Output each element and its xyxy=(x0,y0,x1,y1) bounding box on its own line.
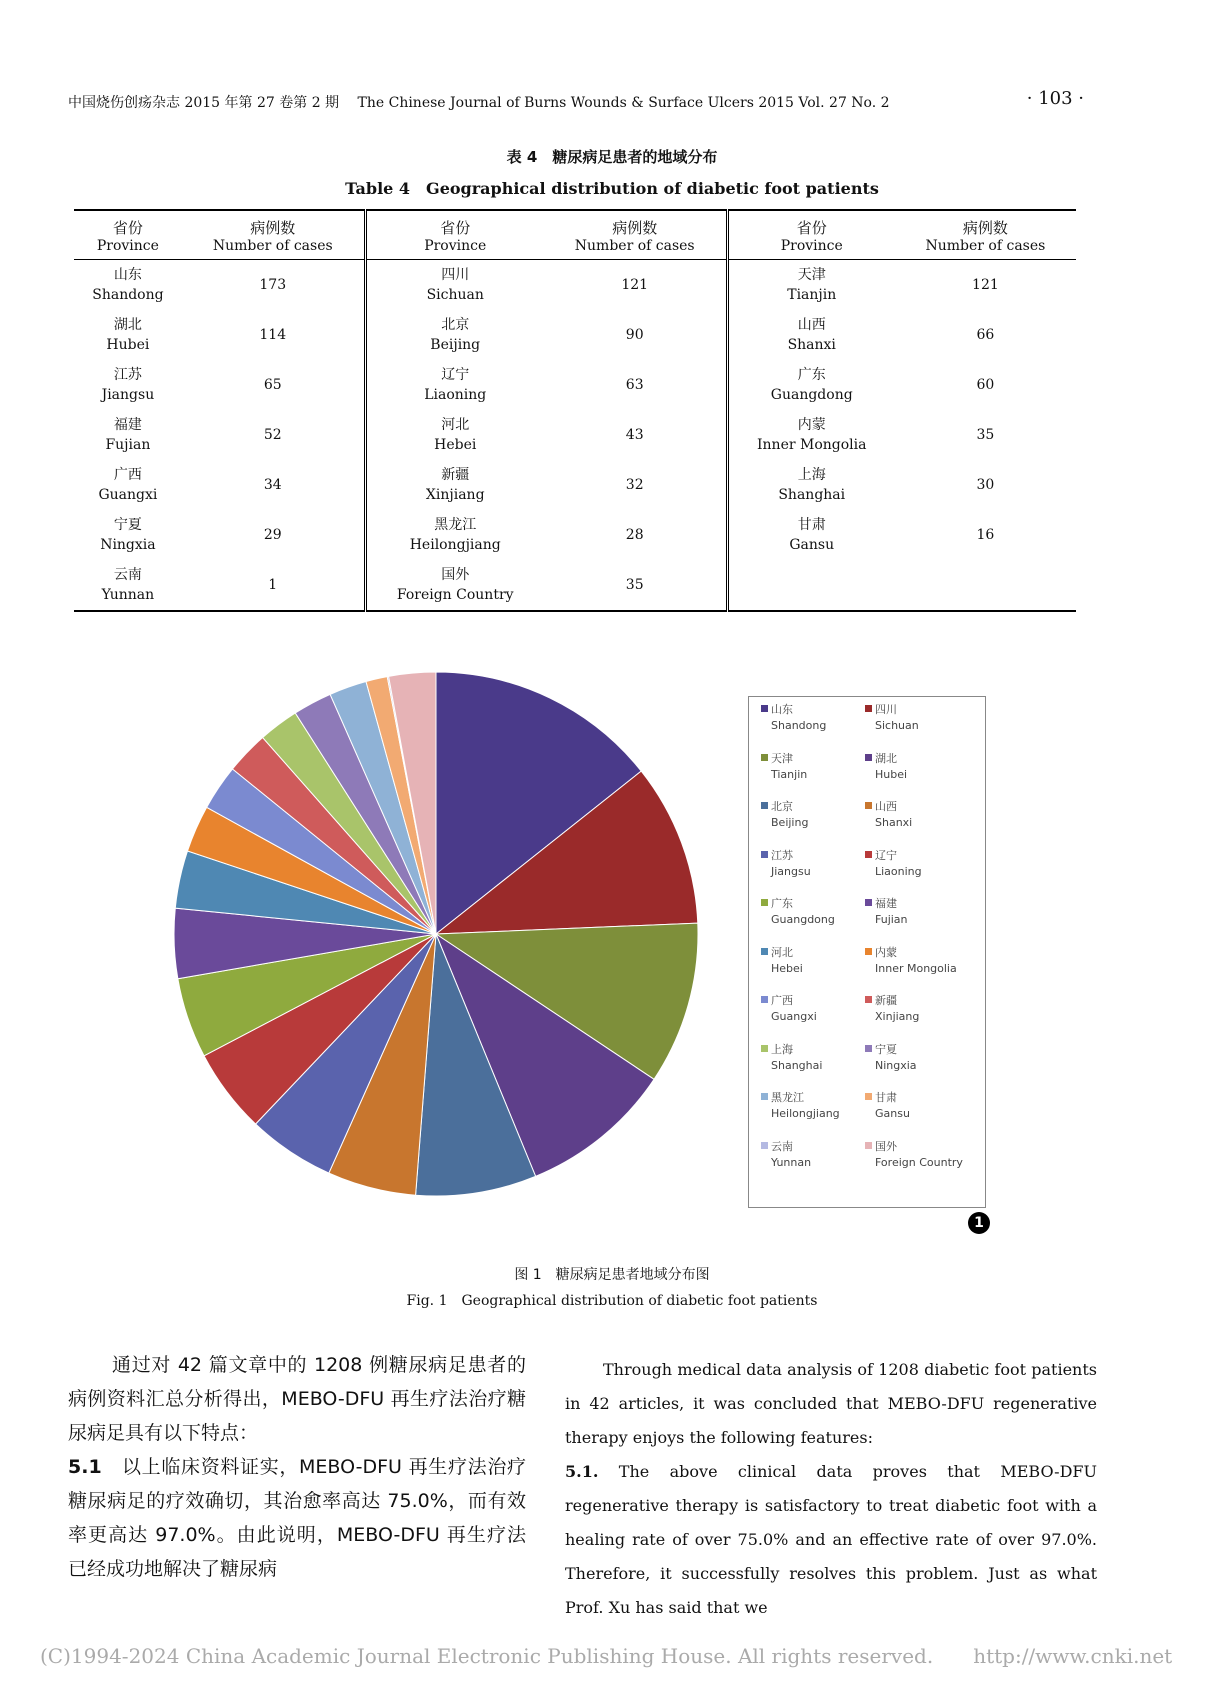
legend-swatch xyxy=(761,851,768,858)
legend-swatch xyxy=(865,851,872,858)
legend-item xyxy=(761,993,817,1025)
legend-label-en: Xinjiang xyxy=(875,1010,920,1023)
legend-swatch xyxy=(865,754,872,761)
legend-swatch xyxy=(865,899,872,906)
province-cell: 国外 Foreign Country xyxy=(365,560,544,611)
province-cell: 辽宁 Liaoning xyxy=(424,367,487,403)
legend-label-en: Guangxi xyxy=(771,1010,817,1023)
cases-cell: 121 xyxy=(972,277,999,293)
legend-label-en: Heilongjiang xyxy=(771,1107,840,1120)
figure-caption-en: Fig. 1 Geographical distribution of diabetic foot patients xyxy=(406,1293,818,1309)
table-row xyxy=(74,560,1076,611)
legend-label-cn: 宁夏 xyxy=(875,1042,897,1056)
cases-cell: 60 xyxy=(976,377,995,393)
cases-cell: 65 xyxy=(182,360,365,410)
legend-label-en: Foreign Country xyxy=(875,1155,963,1169)
province-cell xyxy=(727,560,895,611)
legend-swatch xyxy=(865,996,872,1003)
legend-swatch xyxy=(865,705,872,712)
legend-item xyxy=(761,1090,840,1122)
province-cell: 福建 Fujian xyxy=(105,417,151,453)
legend-label-en: Guangdong xyxy=(771,913,835,926)
province-cell: 宁夏 Ningxia xyxy=(100,517,156,553)
table-header-row xyxy=(74,210,1076,260)
col-cases: 病例数 Number of cases xyxy=(182,210,365,260)
legend-swatch xyxy=(761,1045,768,1052)
legend-swatch xyxy=(865,1045,872,1052)
legend-swatch xyxy=(761,899,768,906)
legend-label-cn: 福建 xyxy=(875,897,897,910)
legend-label-cn: 北京 xyxy=(771,800,793,813)
cases-cell: 34 xyxy=(182,460,365,510)
legend-label-en: Hubei xyxy=(875,767,908,781)
legend-item xyxy=(761,751,807,783)
legend-label-cn: 辽宁 xyxy=(875,848,897,862)
legend-label-cn: 山东 xyxy=(771,703,793,716)
legend-item xyxy=(865,799,912,831)
province-cell: 湖北 Hubei xyxy=(106,317,150,353)
province-cell: 新疆 Xinjiang xyxy=(425,467,485,503)
province-cell: 广西 Guangxi xyxy=(98,467,158,503)
paragraph xyxy=(68,1450,526,1586)
legend-item xyxy=(761,848,811,880)
cases-cell: 35 xyxy=(976,427,995,443)
province-cell: 山西 Shanxi xyxy=(787,317,836,353)
legend-label-en: Sichuan xyxy=(875,719,919,732)
legend-swatch xyxy=(761,802,768,809)
legend-swatch xyxy=(761,996,768,1003)
legend-label-cn: 广东 xyxy=(771,897,793,910)
cases-cell: 29 xyxy=(182,510,365,560)
legend-label-cn: 湖北 xyxy=(875,751,897,765)
legend-label-en: Yunnan xyxy=(771,1155,812,1169)
col-province: 省份 Province xyxy=(365,210,544,260)
col-province: 省份 Province xyxy=(727,210,895,260)
paragraph-text: The above clinical data proves that MEBO-DFU regenerative therapy is satisfactory to treat diabetic foot with a healing rate of over 75.0% and an effective rate of over 97.0%. Therefore, it successfully resolves this problem. Just as what Prof. Xu has said that we xyxy=(565,1462,1098,1617)
legend-label-cn: 上海 xyxy=(771,1042,793,1056)
legend-swatch xyxy=(761,948,768,955)
table-row xyxy=(74,410,1076,460)
cases-cell: 28 xyxy=(544,510,727,560)
province-cell: 云南 Yunnan xyxy=(74,560,182,611)
legend-item xyxy=(761,702,826,734)
body-text-en xyxy=(565,1353,1097,1625)
cases-cell: 35 xyxy=(544,560,727,611)
legend-label-cn: 山西 xyxy=(875,800,897,813)
cases-cell: 173 xyxy=(182,260,365,311)
legend-item xyxy=(865,702,919,734)
legend-label-en: Gansu xyxy=(875,1107,910,1120)
cases-cell: 90 xyxy=(544,310,727,360)
province-cell: 内蒙 Inner Mongolia xyxy=(757,417,867,453)
legend-label-cn: 云南 xyxy=(771,1139,793,1153)
province-cell: 北京 Beijing xyxy=(430,317,481,353)
legend-label-en: Shanghai xyxy=(771,1058,823,1072)
cases-cell xyxy=(895,560,1076,611)
paragraph xyxy=(565,1455,1097,1625)
legend-label-en: Hebei xyxy=(771,961,803,975)
cases-cell: 43 xyxy=(544,410,727,460)
legend-item xyxy=(865,945,957,977)
cases-cell: 66 xyxy=(976,327,995,343)
section-number: 5.1 xyxy=(68,1456,102,1478)
legend-item xyxy=(865,1090,910,1122)
pie-chart xyxy=(170,668,702,1200)
cases-cell: 114 xyxy=(182,310,365,360)
legend-swatch xyxy=(865,948,872,955)
legend-label-en: Shandong xyxy=(771,719,827,732)
journal-title-en: The Chinese Journal of Burns Wounds & Surface Ulcers 2015 Vol. 27 No. 2 xyxy=(357,95,890,111)
copyright-footer: (C)1994-2024 China Academic Journal Electronic Publishing House. All rights reserved. http://www.cnki.net xyxy=(40,1644,1173,1668)
legend-item xyxy=(761,799,808,831)
province-cell: 天津 Tianjin xyxy=(787,267,837,303)
cases-cell: 16 xyxy=(976,527,995,543)
legend-swatch xyxy=(865,802,872,809)
figure-caption-cn: 图 1 糖尿病足患者地域分布图 xyxy=(514,1267,710,1283)
legend-item xyxy=(761,1139,811,1171)
legend-label-en: Inner Mongolia xyxy=(875,961,957,975)
province-cell: 广东 Guangdong xyxy=(770,367,853,403)
table-row xyxy=(74,360,1076,410)
table-row xyxy=(74,310,1076,360)
legend-label-cn: 广西 xyxy=(771,994,793,1007)
legend-swatch xyxy=(865,1142,872,1149)
province-cell: 黑龙江 Heilongjiang xyxy=(409,517,501,553)
cases-cell: 32 xyxy=(544,460,727,510)
section-number: 5.1. xyxy=(565,1462,599,1481)
cases-cell: 63 xyxy=(544,360,727,410)
legend-item xyxy=(865,1139,963,1171)
running-header xyxy=(68,92,890,112)
legend-label-en: Liaoning xyxy=(875,864,922,878)
legend-item xyxy=(761,945,803,977)
legend-label-cn: 黑龙江 xyxy=(771,1091,804,1104)
legend-item xyxy=(761,896,835,928)
legend-label-cn: 江苏 xyxy=(771,848,793,862)
legend-label-en: Shanxi xyxy=(875,816,913,829)
paragraph: 通过对 42 篇文章中的 1208 例糖尿病足患者的病例资料汇总分析得出，MEBO-DFU 再生疗法治疗糖尿病足具有以下特点： xyxy=(68,1354,526,1444)
legend-label-cn: 四川 xyxy=(875,703,897,716)
legend-swatch xyxy=(761,1142,768,1149)
province-cell: 山东 Shandong xyxy=(92,267,164,303)
legend-item xyxy=(865,848,922,880)
table-title-en: Table 4 Geographical distribution of diabetic foot patients xyxy=(345,179,879,198)
province-cell: 江苏 Jiangsu xyxy=(101,367,155,403)
table-row xyxy=(74,460,1076,510)
legend-label-en: Ningxia xyxy=(875,1058,917,1072)
legend-label-en: Beijing xyxy=(771,816,809,829)
figure-marker: 1 xyxy=(968,1212,990,1234)
cases-cell: 52 xyxy=(182,410,365,460)
legend-swatch xyxy=(761,1093,768,1100)
table-row xyxy=(74,510,1076,560)
legend-label-cn: 甘肃 xyxy=(875,1091,897,1104)
legend-label-en: Fujian xyxy=(875,913,908,926)
province-cell: 四川 Sichuan xyxy=(426,267,484,303)
legend-label-en: Jiangsu xyxy=(771,864,811,878)
legend-item xyxy=(865,1042,917,1074)
province-cell: 上海 Shanghai xyxy=(778,467,846,503)
legend-item xyxy=(865,751,907,783)
legend-label-en: Tianjin xyxy=(771,767,808,781)
col-cases: 病例数 Number of cases xyxy=(544,210,727,260)
chart-legend xyxy=(748,696,986,1208)
legend-label-cn: 新疆 xyxy=(875,994,897,1007)
page-number: · 103 · xyxy=(1026,88,1084,109)
geo-distribution-table xyxy=(74,209,1076,612)
paragraph-text: 以上临床资料证实，MEBO-DFU 再生疗法治疗糖尿病足的疗效确切，其治愈率高达 75.0%，而有效率更高达 97.0%。由此说明，MEBO-DFU 再生疗法已经成功地解决了糖尿病 xyxy=(68,1456,526,1580)
table-title-cn: 表 4 糖尿病足患者的地域分布 xyxy=(506,148,718,166)
journal-title-cn: 中国烧伤创疡杂志 2015 年第 27 卷第 2 期 xyxy=(68,95,340,111)
legend-label-cn: 内蒙 xyxy=(875,945,897,959)
cases-cell: 121 xyxy=(544,260,727,311)
legend-label-cn: 河北 xyxy=(771,945,793,959)
col-province: 省份 Province xyxy=(74,210,182,260)
body-text-cn xyxy=(68,1348,526,1586)
legend-label-cn: 天津 xyxy=(771,751,793,765)
col-cases: 病例数 Number of cases xyxy=(895,210,1076,260)
legend-item xyxy=(865,896,908,928)
paragraph: Through medical data analysis of 1208 diabetic foot patients in 42 articles, it was concluded that MEBO-DFU regenerative therapy enjoys the following features: xyxy=(565,1360,1097,1447)
cases-cell: 30 xyxy=(976,477,995,493)
legend-swatch xyxy=(865,1093,872,1100)
legend-swatch xyxy=(761,705,768,712)
legend-label-cn: 国外 xyxy=(875,1139,897,1153)
province-cell: 河北 Hebei xyxy=(434,417,477,453)
legend-item xyxy=(865,993,919,1025)
legend-item xyxy=(761,1042,822,1074)
cases-cell: 1 xyxy=(182,560,365,611)
table-row xyxy=(74,260,1076,311)
province-cell: 甘肃 Gansu xyxy=(789,517,835,553)
legend-swatch xyxy=(761,754,768,761)
